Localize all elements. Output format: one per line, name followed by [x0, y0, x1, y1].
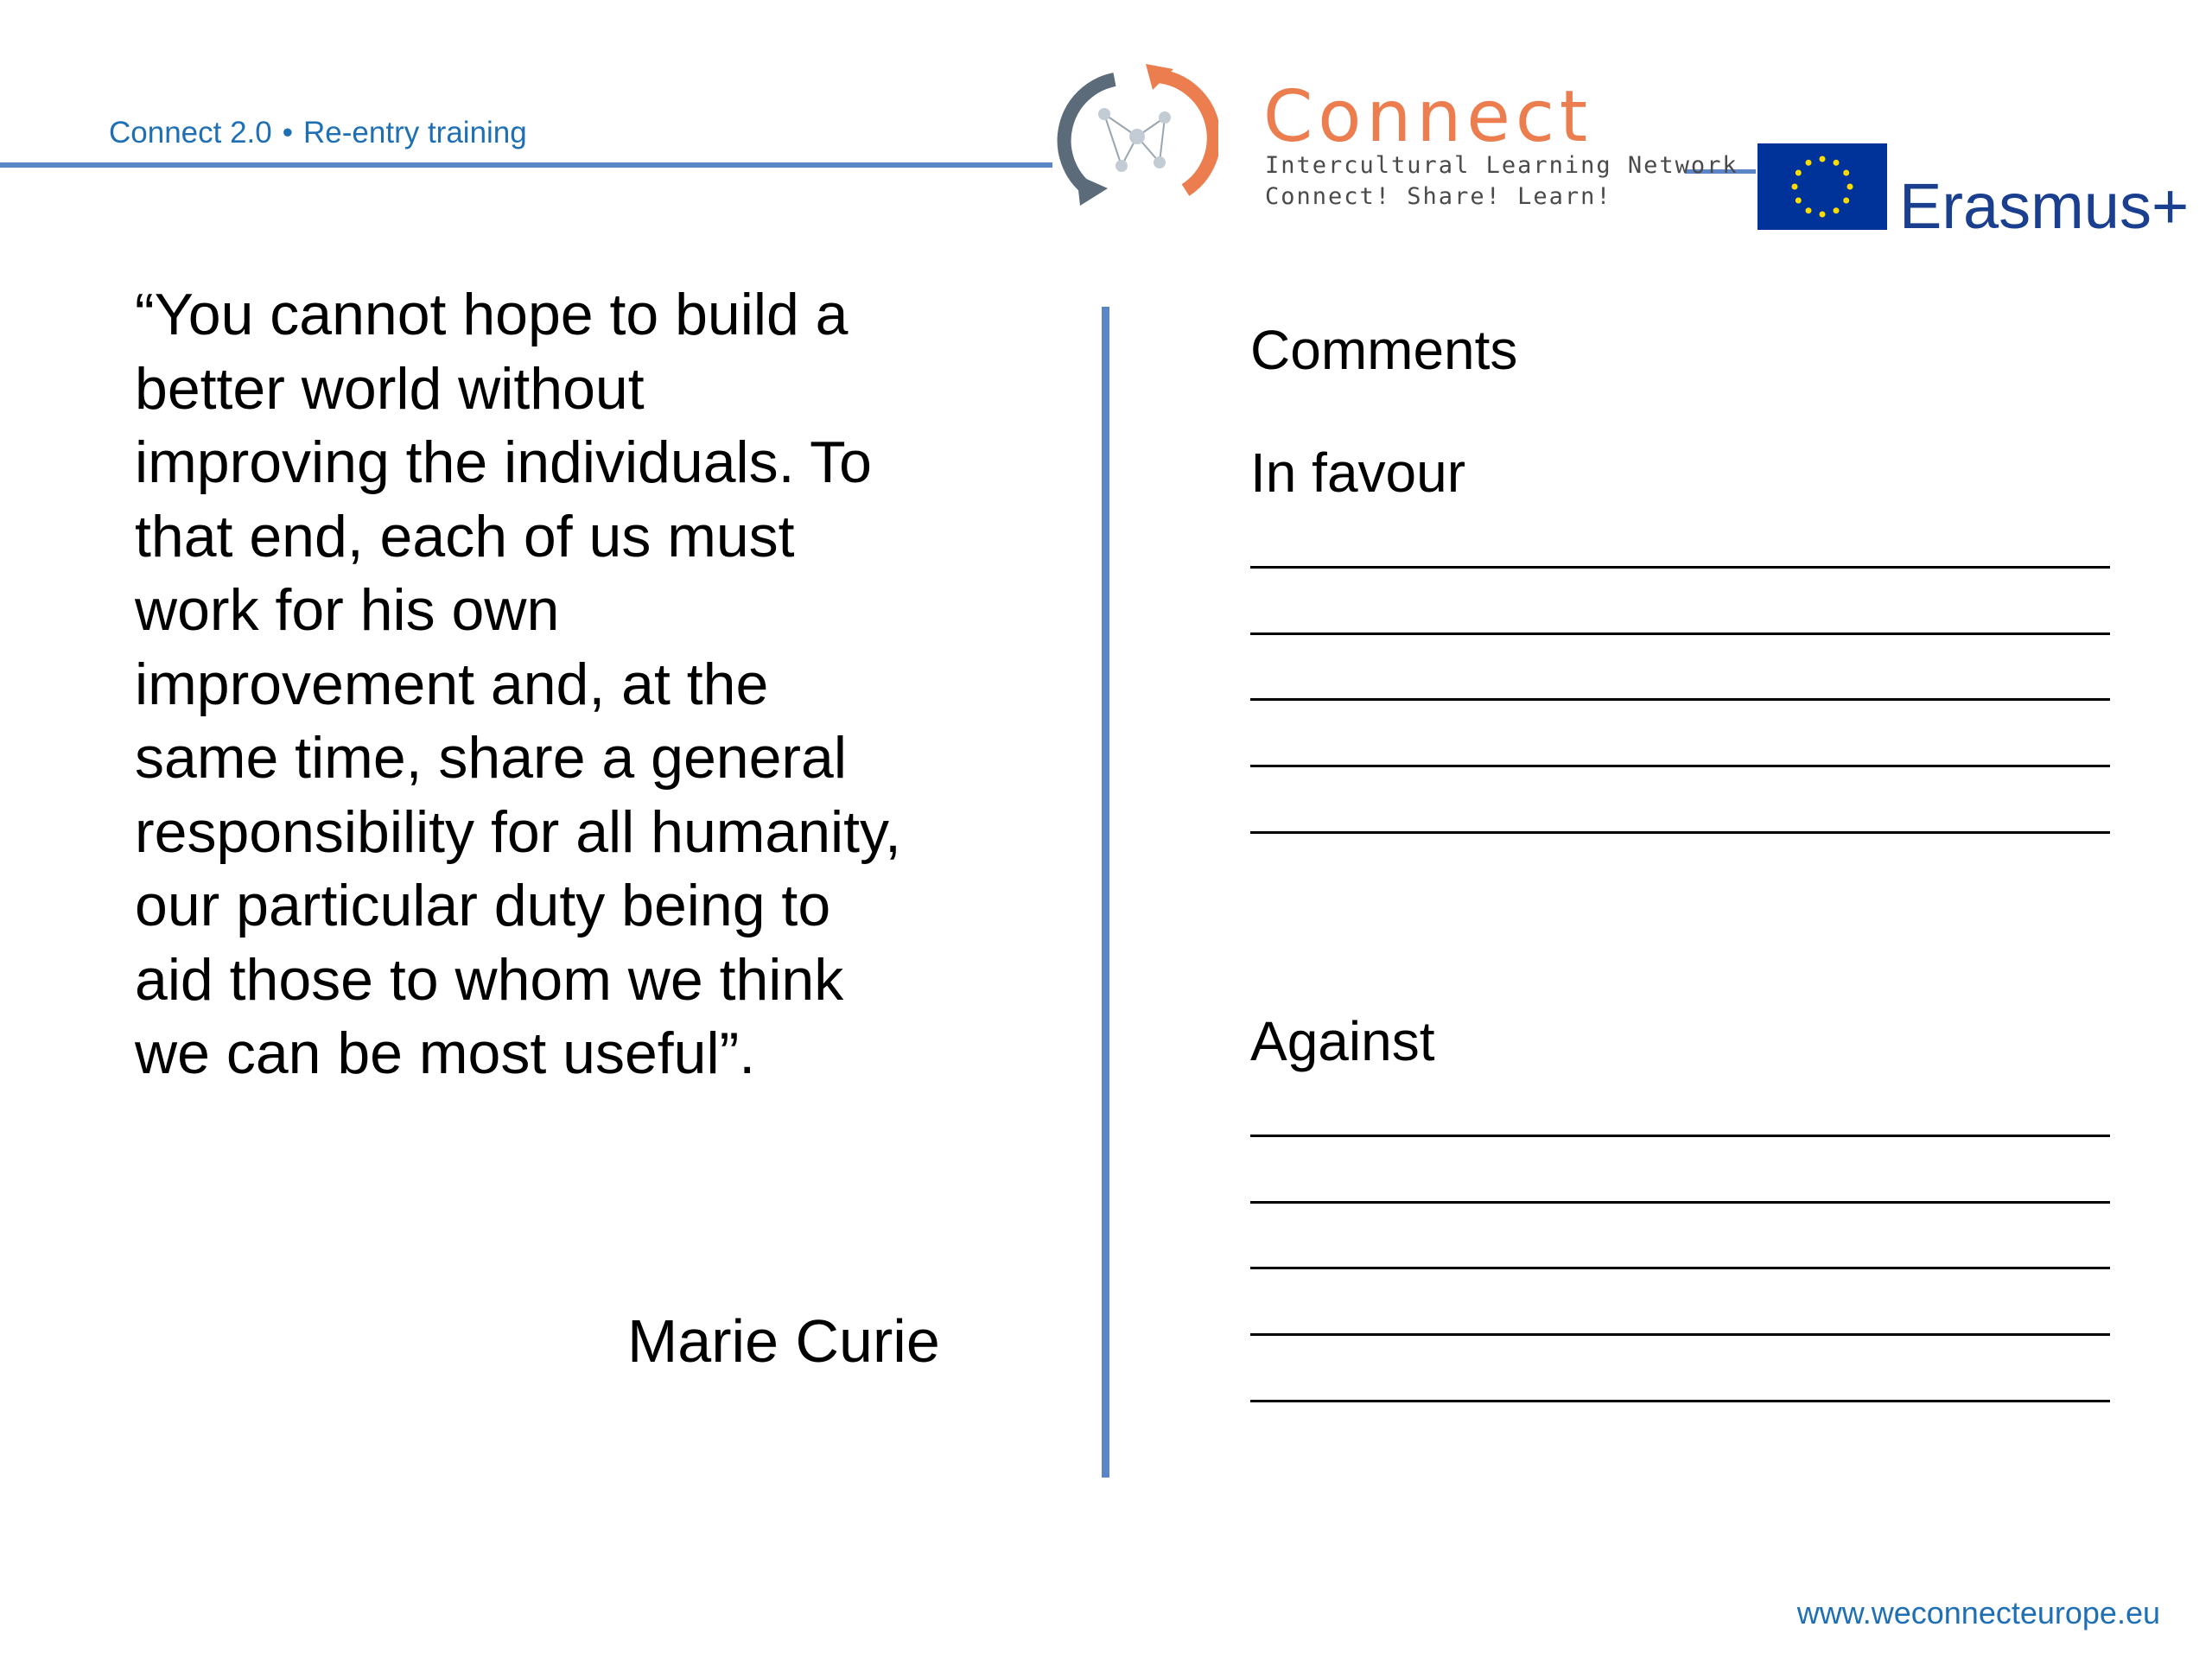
- favour-write-line: [1250, 765, 2110, 767]
- in-favour-label: In favour: [1250, 442, 1466, 504]
- against-label: Against: [1250, 1010, 1435, 1072]
- connect-logo-word: Connect: [1263, 76, 1593, 158]
- header-separator: •: [282, 116, 294, 149]
- header-program: Connect 2.0: [109, 116, 272, 149]
- against-write-line: [1250, 1267, 2110, 1269]
- favour-write-line: [1250, 698, 2110, 701]
- favour-write-line: [1250, 831, 2110, 834]
- header-module: Re-entry training: [303, 116, 527, 149]
- against-write-line: [1250, 1400, 2110, 1402]
- favour-write-line: [1250, 632, 2110, 635]
- erasmus-plus-logo: Erasmus+: [1899, 170, 2190, 242]
- connect-logo-subtitle: Intercultural Learning Network: [1265, 152, 1738, 179]
- quote-text: “You cannot hope to build a better world without improving the individuals. To that end, each of us must work for his own improvement and, at the same time, share a general responsibility for all humanity, our particular duty being to aid those to whom we think we can be most useful”.: [135, 282, 901, 1086]
- against-write-line: [1250, 1201, 2110, 1204]
- connect-logo-tagline: Connect! Share! Learn!: [1265, 183, 1612, 210]
- quote-author: Marie Curie: [627, 1307, 940, 1375]
- against-write-line: [1250, 1135, 2110, 1137]
- against-write-line: [1250, 1333, 2110, 1336]
- footer-url: www.weconnecteurope.eu: [1796, 1595, 2160, 1630]
- comments-heading: Comments: [1250, 319, 1518, 381]
- header-breadcrumb: [109, 116, 527, 150]
- eu-flag-icon: [1758, 143, 1887, 230]
- header-rule: [0, 162, 1052, 168]
- favour-write-line: [1250, 566, 2110, 569]
- vertical-divider: [1102, 307, 1109, 1478]
- connect-logo-icon: [1054, 60, 1218, 216]
